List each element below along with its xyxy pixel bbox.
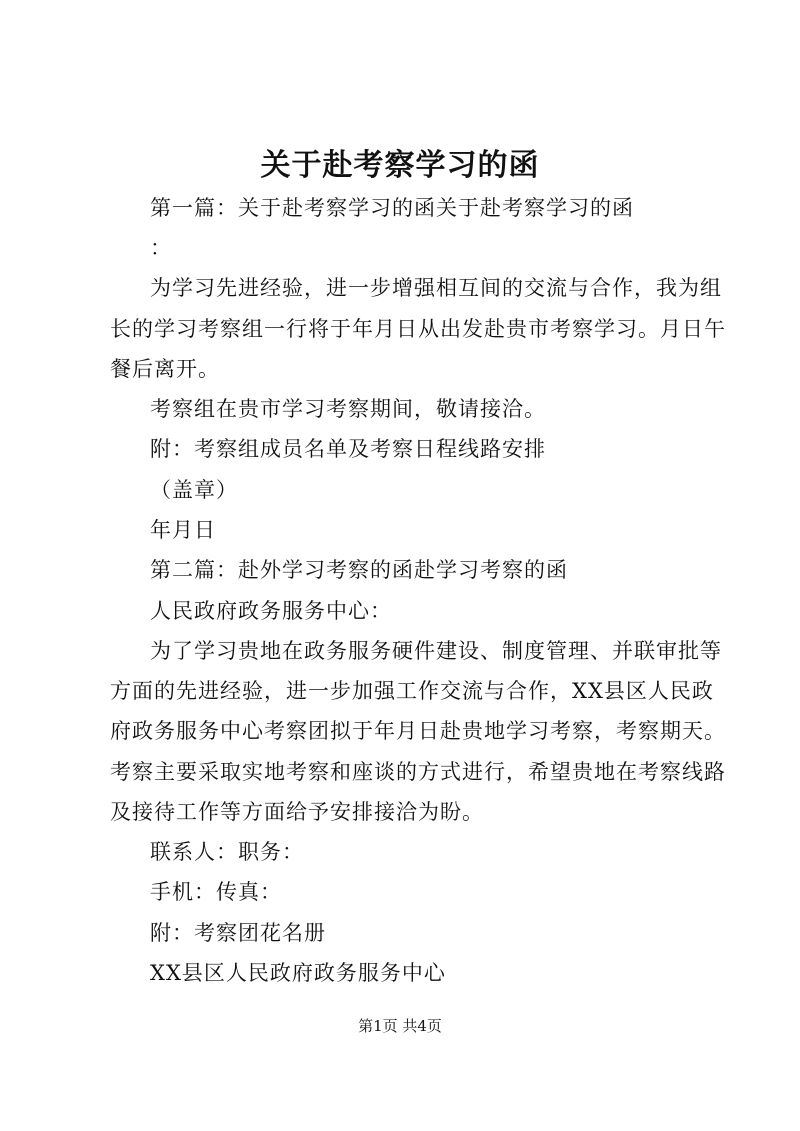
contact-line: 联系人：职务： (150, 840, 304, 864)
date-line: 年月日 (150, 518, 216, 542)
salutation-colon: ： (150, 236, 172, 260)
seal-line: （盖章） (150, 478, 238, 502)
body-line: 方面的先进经验，进一步加强工作交流与合作，XX县区人民政 (110, 679, 714, 703)
body-line: 餐后离开。 (110, 357, 220, 381)
recipient-line: 人民政府政务服务中心： (150, 599, 392, 623)
attachment-line: 附：考察团花名册 (150, 921, 326, 945)
attachment-line: 附：考察组成员名单及考察日程线路安排 (150, 437, 546, 461)
body-line: 府政务服务中心考察团拟于年月日赴贵地学习考察，考察期天。 (110, 719, 726, 743)
body-line: 长的学习考察组一行将于年月日从出发赴贵市考察学习。月日午 (110, 317, 726, 341)
body-line: 及接待工作等方面给予安排接洽为盼。 (110, 800, 484, 824)
section-two-heading: 第二篇：赴外学习考察的函赴学习考察的函 (150, 558, 568, 582)
phone-fax-line: 手机：传真： (150, 880, 282, 904)
body-line: 考察组在贵市学习考察期间，敬请接洽。 (150, 397, 546, 421)
body-line: 为学习先进经验，进一步增强相互间的交流与合作，我为组 (150, 276, 722, 300)
page-footer: 第1页 共4页 (358, 1017, 442, 1035)
signature-org-line: XX县区人民政府政务服务中心 (150, 961, 446, 985)
body-line: 考察主要采取实地考察和座谈的方式进行，希望贵地在考察线路 (110, 760, 726, 784)
section-one-heading: 第一篇：关于赴考察学习的函关于赴考察学习的函 (150, 196, 634, 220)
document-title: 关于赴考察学习的函 (260, 148, 540, 183)
body-line: 为了学习贵地在政务服务硬件建设、制度管理、并联审批等 (150, 639, 722, 663)
